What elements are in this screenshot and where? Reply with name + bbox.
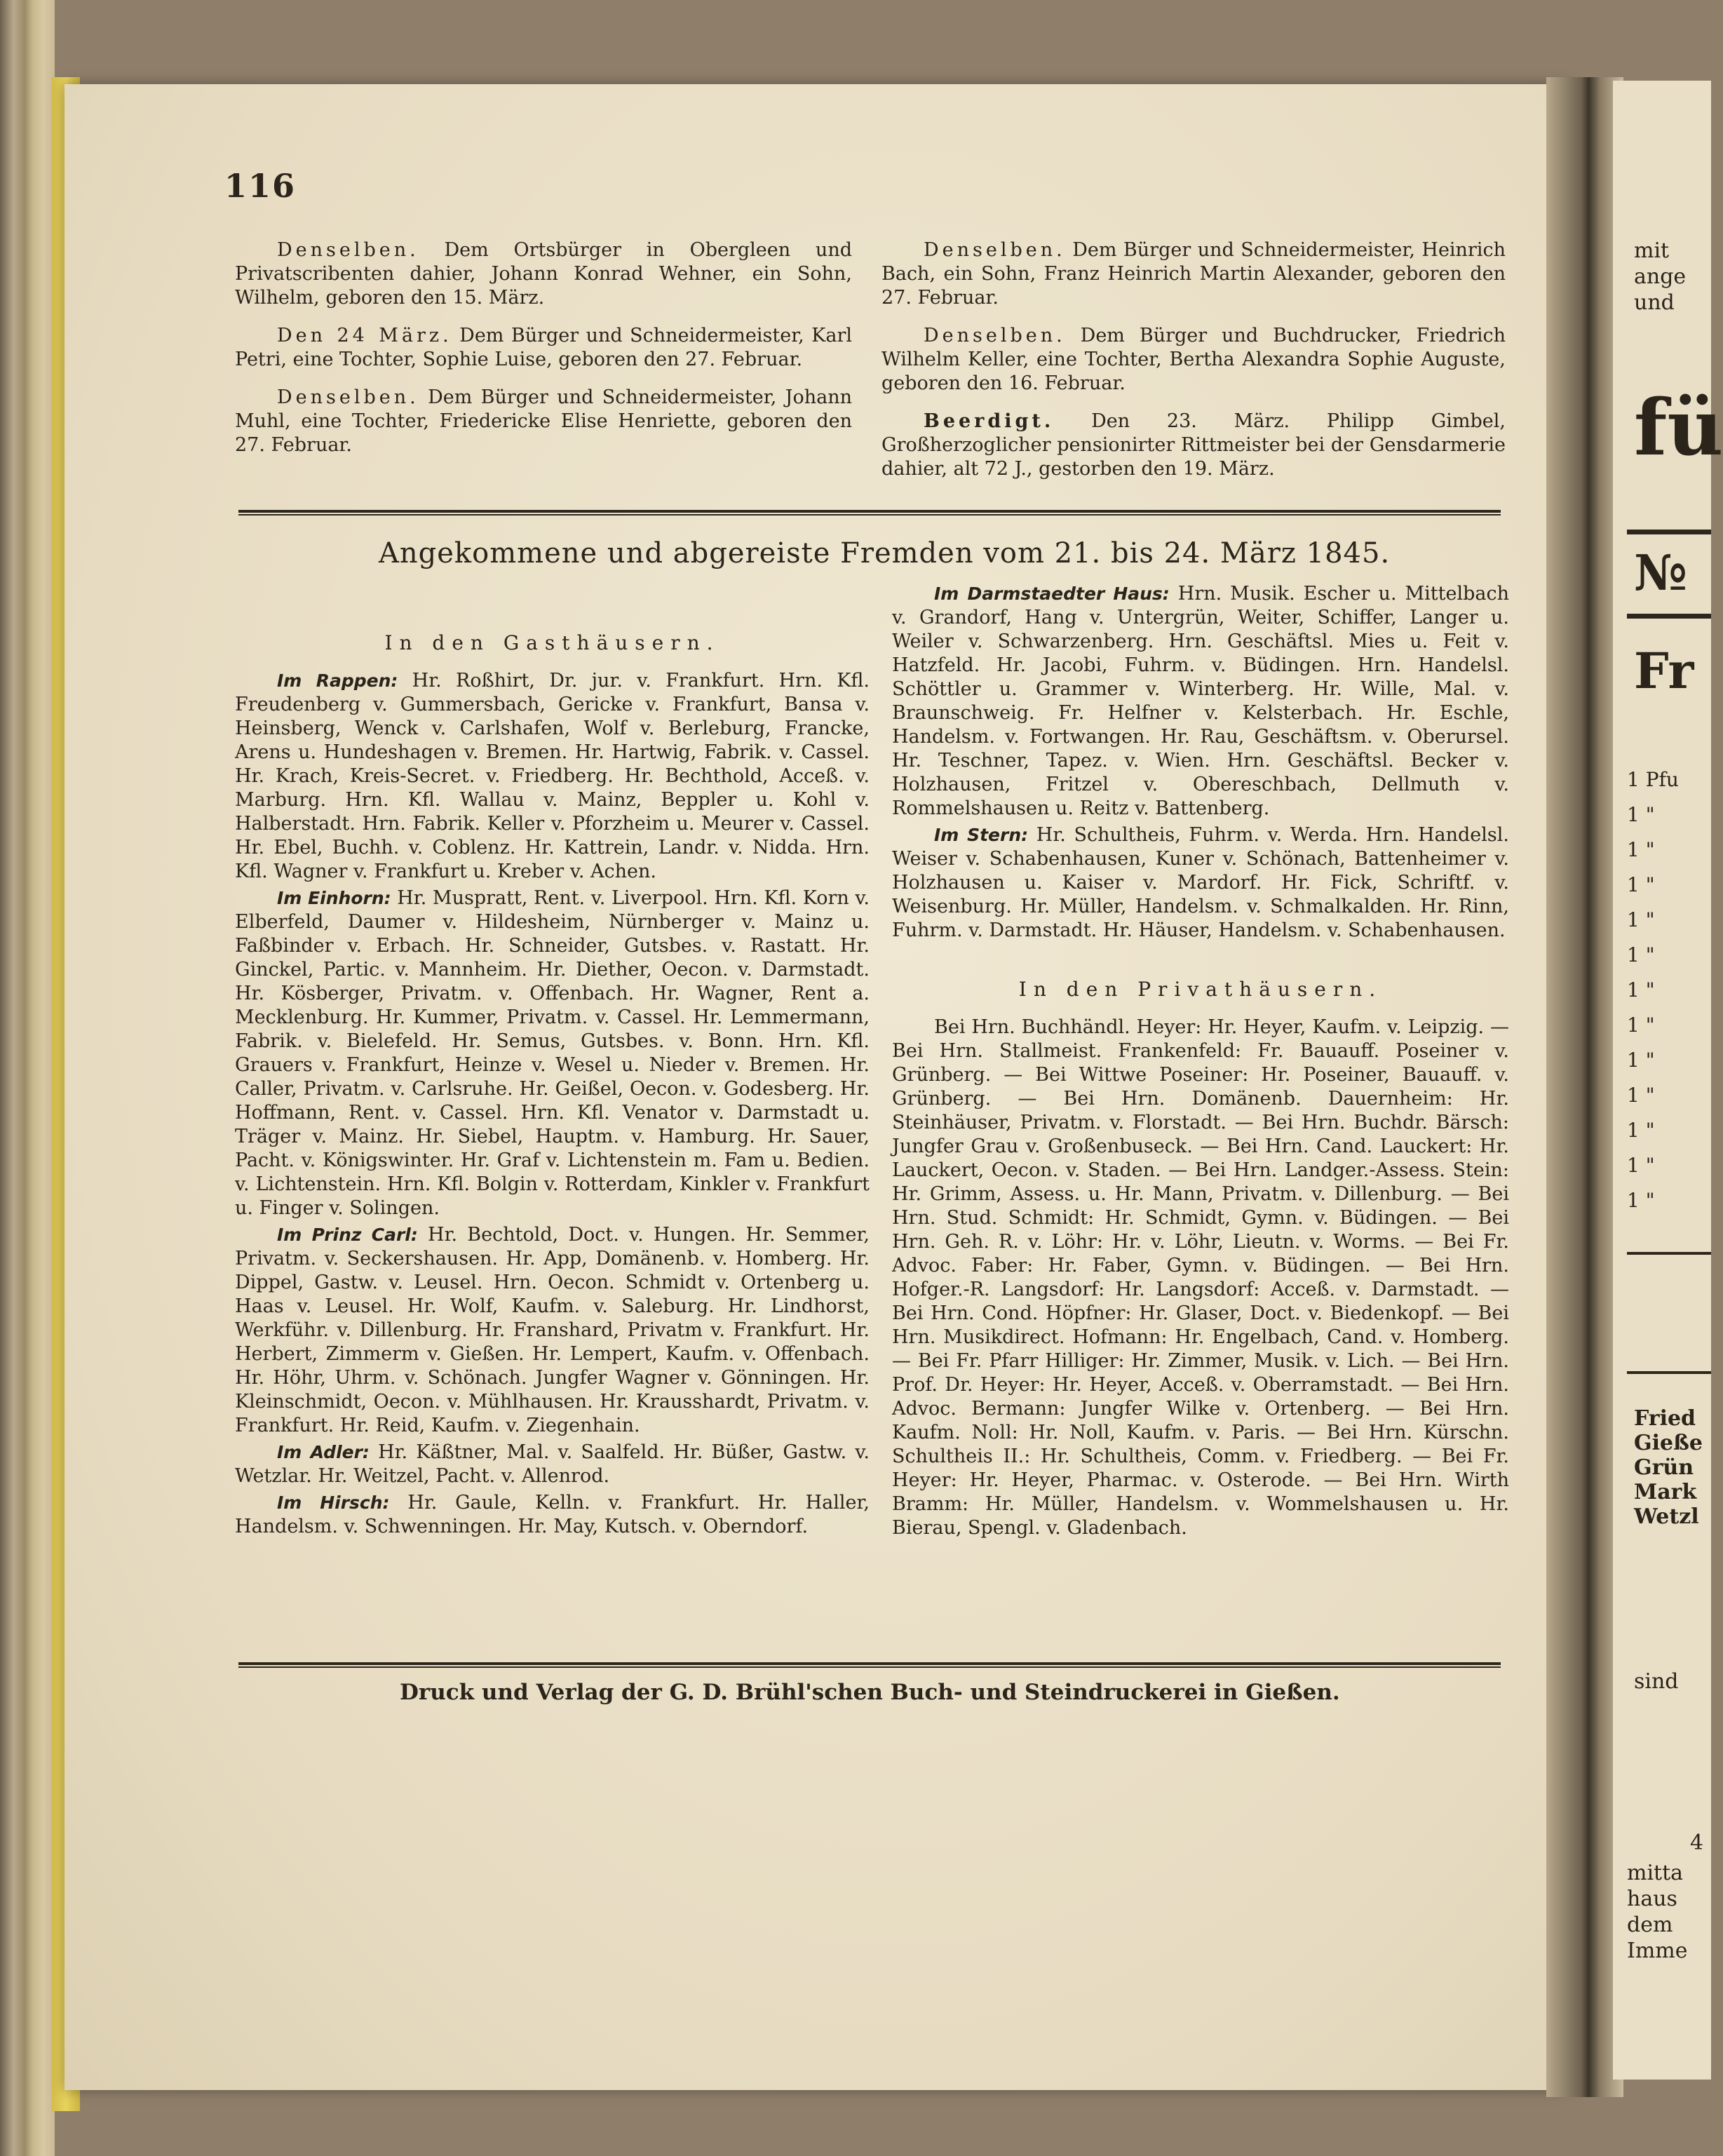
next-page-list-item: 1 " <box>1627 978 1655 1002</box>
next-page-rule <box>1627 614 1711 619</box>
birth-entry: Denselben. Dem Bürger und Buchdrucker, Friedrich Wilhelm Keller, eine Tochter, Bertha Alexandra Sophie Auguste, geboren den 16. Februar. <box>881 325 1506 394</box>
inn-entry: Im Rappen: Hr. Roßhirt, Dr. jur. v. Frankfurt. Hrn. Kfl. Freudenberg v. Gummersbach, Gericke v. Frankfurt, Bansa v. Heinsberg, Wenck v. Carlshafen, Wolf v. Berleburg, Francke, Arens u. Hundeshagen v. Bremen. Hr. Hartwig, Fabrik. v. Cassel. Hr. Krach, Kreis-Secret. v. Friedberg. Hr. Bechthold, Acceß. v. Marburg. Hrn. Kfl. Wallau v. Mainz, Beppler u. Kohl v. Halberstadt. Hrn. Fabrik. Keller v. Pforzheim u. Meurer v. Cassel. Hr. Ebel, Buchh. v. Coblenz. Hr. Kattrein, Landr. v. Nidda. Hrn. Kfl. Wagner v. Frankfurt u. Kreber v. Achen. <box>235 670 870 882</box>
inn-entry: Im Adler: Hr. Käßtner, Mal. v. Saalfeld. Hr. Büßer, Gastw. v. Wetzlar. Hr. Weitzel, Pacht. v. Allenrod. <box>235 1441 870 1487</box>
next-page-strip <box>1613 81 1723 2080</box>
birth-entry: Denselben. Dem Ortsbürger in Obergleen und Privatscribenten dahier, Johann Konrad Wehner, ein Sohn, Wilhelm, geboren den 15. März. <box>235 239 852 309</box>
next-page-list-item: 1 Pfu <box>1627 768 1679 791</box>
next-page-fragment: dem <box>1627 1913 1673 1937</box>
inn-entry: Im Einhorn: Hr. Muspratt, Rent. v. Liverpool. Hrn. Kfl. Korn v. Elberfeld, Daumer v. Hildesheim, Nürnberger v. Mainz u. Faßbinder v. Erbach. Hr. Schneider, Gutsbes. v. Rastatt. Hr. Ginckel, Partic. v. Mannheim. Hr. Diether, Oecon. v. Darmstadt. Hr. Kösberger, Privatm. v. Offenbach. Hr. Wagner, Rent a. Mecklenburg. Hr. Kummer, Privatm. v. Cassel. Hr. Lemmermann, Fabrik. v. Bielefeld. Hr. Semus, Gutsbes. v. Bonn. Hrn. Kfl. Grauers v. Frankfurt, Heinze v. Wesel u. Nieder v. Bremen. Hr. Caller, Privatm. v. Carlsruhe. Hr. Geißel, Oecon. v. Godesberg. Hr. Hoffmann, Rent. v. Cassel. Hrn. Kfl. Venator v. Darmstadt u. Träger v. Mainz. Hr. Siebel, Hauptm. v. Hamburg. Hr. Sauer, Pacht. v. Königswinter. Hr. Graf v. Lichtenstein m. Fam u. Bedien. v. Lichtenstein. Hrn. Kfl. Bolgin v. Rotterdam, Kinkler v. Frankfurt u. Finger v. Solingen. <box>235 887 870 1219</box>
next-page-list-item: 1 " <box>1627 1189 1655 1212</box>
next-page-title-fragment: fü <box>1634 382 1723 473</box>
next-page-fragment: haus <box>1627 1887 1677 1911</box>
next-page-fragment: Grün <box>1634 1455 1694 1480</box>
book-gutter <box>1546 77 1623 2097</box>
page-number: 116 <box>224 167 297 205</box>
next-page-fragment: mit <box>1634 238 1670 263</box>
next-page-list-item: 1 " <box>1627 1084 1655 1107</box>
private-houses-entry: Bei Hrn. Buchhändl. Heyer: Hr. Heyer, Kaufm. v. Leipzig. — Bei Hrn. Stallmeist. Frankenfeld: Fr. Bauauff. Poseiner v. Grünberg. — Bei Wittwe Poseiner: Hr. Poseiner, Bauauff. v. Grünberg. — Bei Hrn. Domänenb. Dauernheim: Hr. Steinhäuser, Privatm. v. Florstadt. — Bei Hrn. Buchdr. Bärsch: Jungfer Grau v. Großenbuseck. — Bei Hrn. Cand. Lauckert: Hr. Lauckert, Oecon. v. Staden. — Bei Hrn. Landger.-Assess. Stein: Hr. Grimm, Assess. u. Hr. Mann, Privatm. v. Dillenburg. — Bei Hrn. Stud. Schmidt: Hr. Schmidt, Gymn. v. Büdingen. — Bei Hrn. Geh. R. v. Löhr: Hr. v. Löhr, Lieutn. v. Worms. — Bei Fr. Advoc. Faber: Hr. Faber, Gymn. v. Büdingen. — Bei Hrn. Hofger.-R. Langsdorf: Hr. Langsdorf: Acceß. v. Darmstadt. — Bei Hrn. Cond. Höpfner: Hr. Glaser, Doct. v. Biedenkopf. — Bei Hrn. Musikdirect. Hofmann: Hr. Engelbach, Cand. v. Homberg. — Bei Fr. Pfarr Hilliger: Hr. Zimmer, Musik. v. Lich. — Bei Hrn. Prof. Dr. Heyer: Hr. Heyer, Acceß. v. Oberramstadt. — Bei Hrn. Advoc. Bermann: Jungfer Wilke v. Ortenberg. — Bei Hrn. Kaufm. Noll: Hr. Noll, Kaufm. v. Paris. — Bei Hrn. Kürschn. Schultheis II.: Hr. Schultheis, Comm. v. Friedberg. — Bei Fr. Heyer: Hr. Heyer, Pharmac. v. Osterode. — Bei Hrn. Wirth Bramm: Hr. Müller, Handelsm. v. Wommelshausen u. Hr. Bierau, Spengl. v. Gladenbach. <box>892 1016 1509 1539</box>
next-page-fragment: sind <box>1634 1669 1679 1694</box>
birth-entry: Denselben. Dem Bürger und Schneidermeister, Johann Muhl, eine Tochter, Friedericke Elise Henriette, geboren den 27. Februar. <box>235 386 852 456</box>
next-page-fragment: ange <box>1634 264 1687 289</box>
births-right-column <box>881 238 1506 495</box>
next-page-fragment: Imme <box>1627 1939 1688 1963</box>
next-page-rule <box>1627 1252 1711 1255</box>
births-left-column <box>235 238 852 471</box>
inn-entry: Im Stern: Hr. Schultheis, Fuhrm. v. Werda. Hrn. Handelsl. Weiser v. Schabenhausen, Kuner v. Schönach, Battenheimer v. Holzhausen u. Kaiser v. Mardorf. Hr. Fick, Schriftf. v. Weisenburg. Hr. Müller, Handelsm. v. Schmalkalden. Hr. Rinn, Fuhrm. v. Darmstadt. Hr. Häuser, Handelsm. v. Schabenhausen. <box>892 824 1509 941</box>
next-page-fragment: Mark <box>1634 1480 1697 1504</box>
next-page-list-item: 1 " <box>1627 1154 1655 1177</box>
next-page-fragment: und <box>1634 290 1675 315</box>
birth-entry: Denselben. Dem Bürger und Schneidermeister, Heinrich Bach, ein Sohn, Franz Heinrich Martin Alexander, geboren den 27. Februar. <box>881 239 1506 309</box>
section-title: Angekommene und abgereiste Fremden vom 21. bis 24. März 1845. <box>379 537 1391 570</box>
next-page-rule <box>1627 1371 1711 1374</box>
printer-imprint: Druck und Verlag der G. D. Brühl'schen Buch- und Steindruckerei in Gießen. <box>400 1680 1340 1705</box>
birth-entry: Den 24 März. Dem Bürger und Schneidermeister, Karl Petri, eine Tochter, Sophie Luise, geboren den 27. Februar. <box>235 325 852 370</box>
next-page-fragment: Fried <box>1634 1406 1696 1431</box>
gasthaeuser-heading: In den Gasthäusern. <box>384 631 720 654</box>
inns-right-column <box>892 582 1509 1543</box>
next-page-fragment: 4 <box>1690 1831 1704 1855</box>
inns-left-column <box>235 631 870 1542</box>
next-page-rule <box>1627 530 1711 534</box>
next-page-list-item: 1 " <box>1627 1013 1655 1037</box>
footer-divider <box>238 1662 1501 1668</box>
section-divider <box>238 510 1501 516</box>
next-page-list-item: 1 " <box>1627 1119 1655 1142</box>
book-edge-left <box>0 0 55 2156</box>
next-page-fragment: Fr <box>1634 642 1694 700</box>
next-page-list-item: 1 " <box>1627 803 1655 826</box>
inn-entry: Im Darmstaedter Haus: Hrn. Musik. Escher u. Mittelbach v. Grandorf, Hang v. Untergrün, Weiter, Schiffer, Langer u. Weiler v. Schwarzenberg. Hrn. Geschäftsl. Mies u. Feit v. Hatzfeld. Hr. Jacobi, Fuhrm. v. Büdingen. Hrn. Handelsl. Schöttler u. Grammer v. Winterberg. Hr. Wille, Mal. v. Braunschweig. Fr. Helfner v. Kelsterbach. Hr. Eschle, Handelsm. v. Fortwangen. Hr. Rau, Geschäftsm. v. Oberursel. Hr. Teschner, Tapez. v. Wien. Hrn. Geschäftsl. Becker v. Holzhausen, Fritzel v. Obereschbach, Dellmuth v. Rommelshausen u. Reitz v. Battenberg. <box>892 583 1509 819</box>
next-page-fragment: Gieße <box>1634 1431 1703 1455</box>
next-page-list-item: 1 " <box>1627 1049 1655 1072</box>
privathaeuser-heading: In den Privathäusern. <box>1018 978 1383 1001</box>
burial-entry: Beerdigt. Den 23. März. Philipp Gimbel, Großherzoglicher pensionirter Rittmeister bei der Gensdarmerie dahier, alt 72 J., gestorben den 19. März. <box>881 410 1506 480</box>
next-page-number-sign: № <box>1634 544 1688 602</box>
next-page-fragment: Wetzl <box>1634 1504 1699 1529</box>
next-page-list-item: 1 " <box>1627 943 1655 966</box>
next-page-fragment: mitta <box>1627 1861 1684 1885</box>
inn-entry: Im Hirsch: Hr. Gaule, Kelln. v. Frankfurt. Hr. Haller, Handelsm. v. Schwenningen. Hr. May, Kutsch. v. Oberndorf. <box>235 1492 870 1537</box>
inn-entry: Im Prinz Carl: Hr. Bechtold, Doct. v. Hungen. Hr. Semmer, Privatm. v. Seckershausen. Hr. App, Domänenb. v. Homberg. Hr. Dippel, Gastw. v. Leusel. Hrn. Oecon. Schmidt v. Ortenberg u. Haas v. Leusel. Hr. Wolf, Kaufm. v. Saleburg. Hr. Lindhorst, Werkführ. v. Dillenburg. Hr. Franshard, Privatm v. Frankfurt. Hr. Herbert, Zimmerm v. Gießen. Hr. Lempert, Kaufm. v. Offenbach. Hr. Höhr, Uhrm. v. Schönach. Jungfer Wagner v. Gönningen. Hr. Kleinschmidt, Oecon. v. Mühlhausen. Hr. Krausshardt, Privatm. v. Frankfurt. Hr. Reid, Kaufm. v. Ziegenhain. <box>235 1224 870 1436</box>
next-page-list-item: 1 " <box>1627 873 1655 896</box>
next-page-list-item: 1 " <box>1627 908 1655 931</box>
next-page-list-item: 1 " <box>1627 838 1655 861</box>
